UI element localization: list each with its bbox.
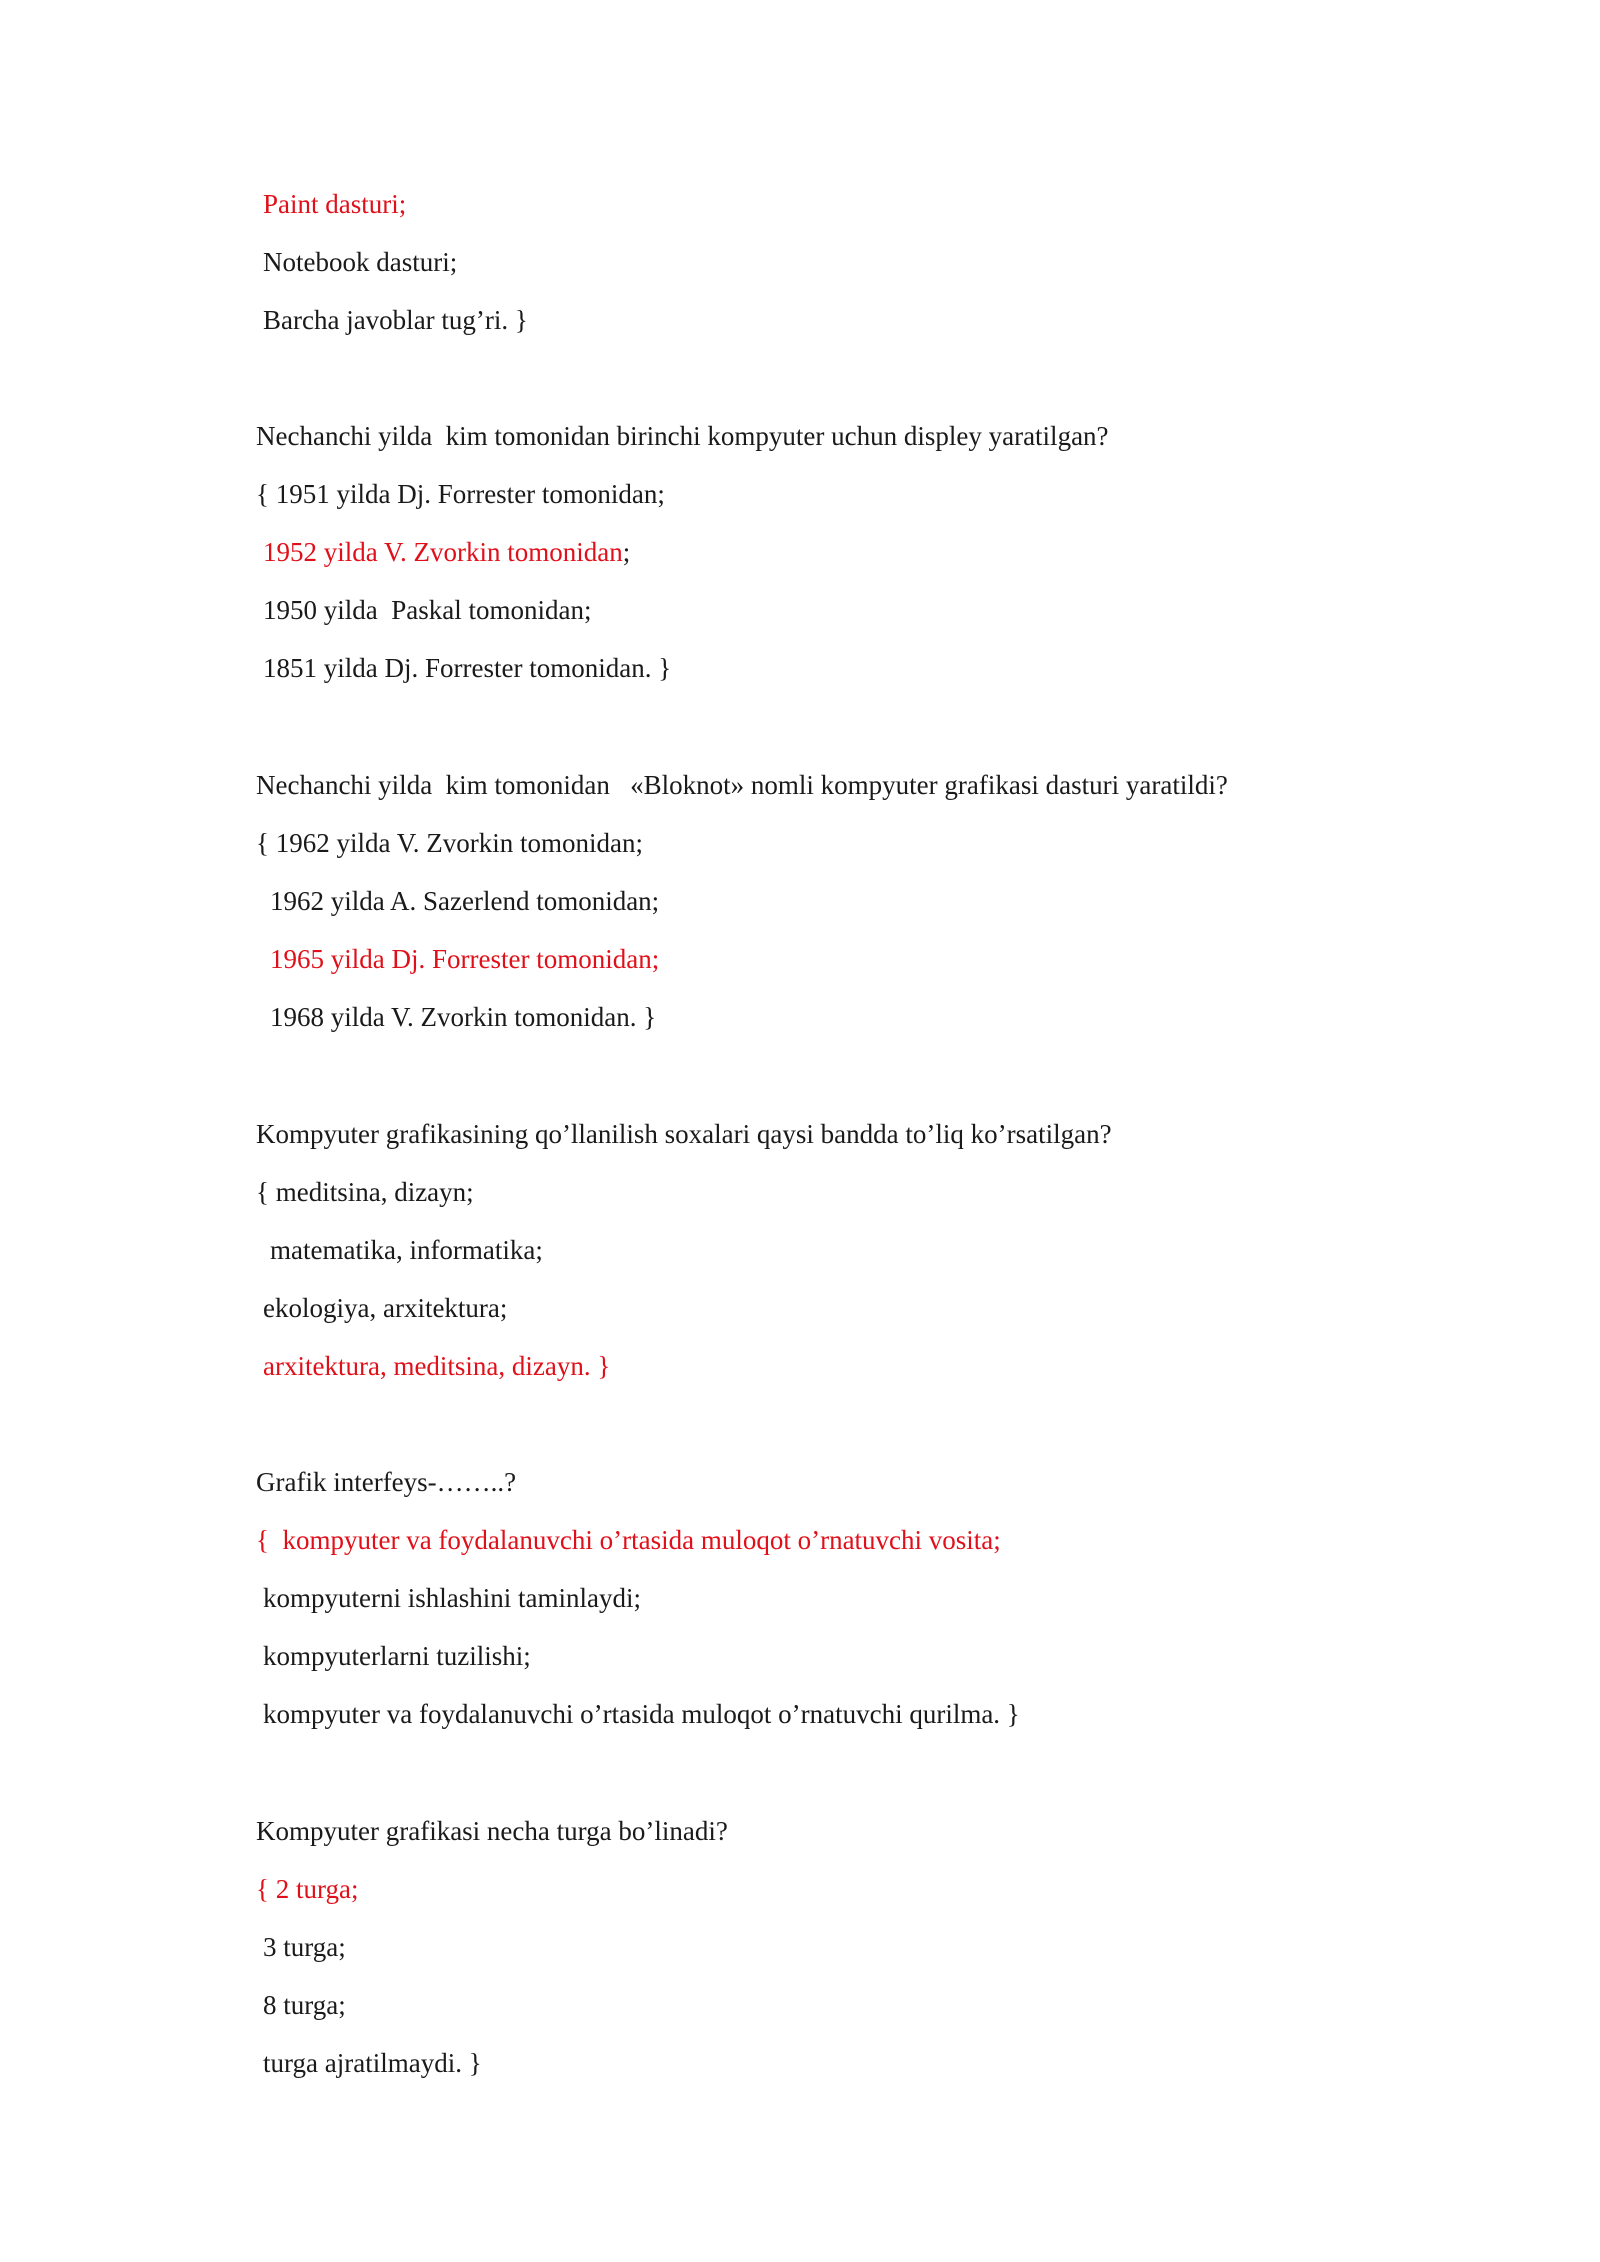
- answer-text: turga ajratilmaydi. }: [263, 2048, 482, 2078]
- answer-text: ekologiya, arxitektura;: [263, 1293, 508, 1323]
- question-text-span: Kompyuter grafikasi necha turga bo’linadi?: [256, 1816, 728, 1846]
- answer-text: 1950 yilda Paskal tomonidan;: [263, 595, 592, 625]
- correct-answer-text: arxitektura, meditsina, dizayn. }: [263, 1351, 611, 1381]
- answer-text: 8 turga;: [263, 1990, 346, 2020]
- correct-answer-text: 1952 yilda V. Zvorkin tomonidan: [263, 537, 623, 567]
- correct-answer-text: 1965 yilda Dj. Forrester tomonidan;: [270, 944, 660, 974]
- answer-option: [236, 1663, 1020, 1765]
- answer-text: kompyuterlarni tuzilishi;: [263, 1641, 531, 1671]
- correct-answer-text: { 2 turga;: [256, 1874, 359, 1904]
- question-text-span: Grafik interfeys-……..?: [256, 1467, 517, 1497]
- answer-text: { 1951 yilda Dj. Forrester tomonidan;: [256, 479, 665, 509]
- answer-option: [236, 2012, 482, 2114]
- answer-text: { meditsina, dizayn;: [256, 1177, 474, 1207]
- answer-text: kompyuter va foydalanuvchi o’rtasida muloqot o’rnatuvchi qurilma. }: [263, 1699, 1020, 1729]
- correct-answer-text: Paint dasturi;: [263, 189, 407, 219]
- answer-text: ;: [622, 537, 631, 567]
- answer-text: 1962 yilda A. Sazerlend tomonidan;: [270, 886, 660, 916]
- answer-text: 1968 yilda V. Zvorkin tomonidan. }: [270, 1002, 657, 1032]
- question-text-span: Kompyuter grafikasining qo’llanilish soxalari qaysi bandda to’liq ko’rsatilgan?: [256, 1119, 1112, 1149]
- answer-text: 1851 yilda Dj. Forrester tomonidan. }: [263, 653, 672, 683]
- answer-text: matematika, informatika;: [270, 1235, 543, 1265]
- answer-option: [243, 966, 656, 1068]
- answer-text: kompyuterni ishlashini taminlaydi;: [263, 1583, 641, 1613]
- question-text-span: Nechanchi yilda kim tomonidan birinchi kompyuter uchun displey yaratilgan?: [256, 421, 1109, 451]
- answer-option: [236, 617, 671, 719]
- answer-text: 3 turga;: [263, 1932, 346, 1962]
- question-text-span: Nechanchi yilda kim tomonidan «Bloknot» nomli kompyuter grafikasi dasturi yaratildi?: [256, 770, 1228, 800]
- answer-text: Barcha javoblar tug’ri. }: [263, 305, 528, 335]
- correct-answer-text: { kompyuter va foydalanuvchi o’rtasida muloqot o’rnatuvchi vosita;: [256, 1525, 1001, 1555]
- answer-option: [236, 269, 528, 371]
- answer-option: [236, 1315, 610, 1417]
- answer-text: { 1962 yilda V. Zvorkin tomonidan;: [256, 828, 643, 858]
- answer-text: Notebook dasturi;: [263, 247, 458, 277]
